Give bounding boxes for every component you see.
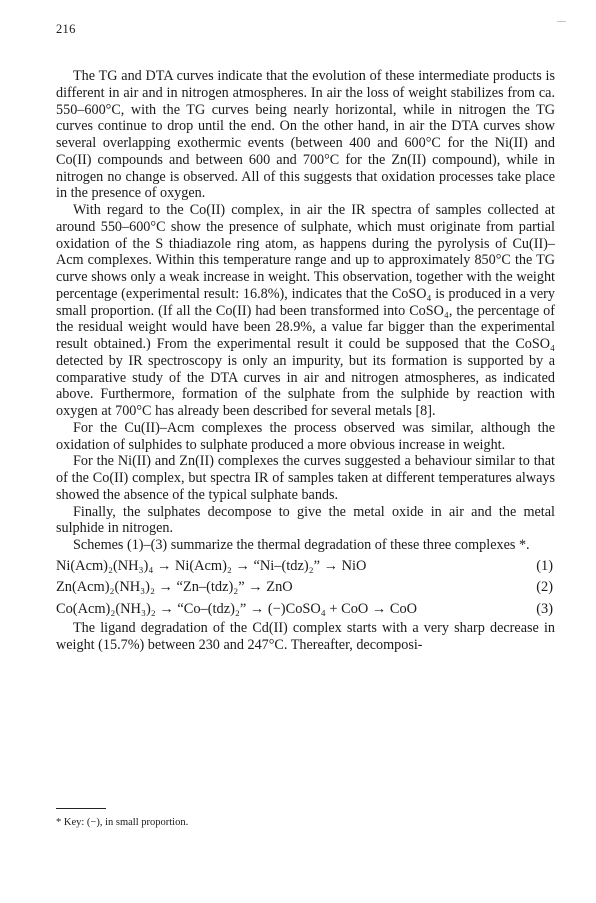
scheme-equation: Ni(Acm)₂(NH₃)₄ → Ni(Acm)₂ → “Ni–(tdz)₂” → NiO bbox=[56, 557, 367, 574]
scheme-number: (3) bbox=[536, 600, 553, 617]
paragraph-schemes-intro: Schemes (1)–(3) summarize the thermal degradation of these three complexes *. bbox=[73, 537, 530, 553]
scheme-1 bbox=[56, 556, 555, 578]
footnote-divider bbox=[56, 808, 106, 809]
scheme-number: (2) bbox=[536, 579, 553, 596]
paragraph-nickel-zinc: For the Ni(II) and Zn(II) complexes the curves suggested a behaviour similar to that of the Co(II) complex, but spectra IR of samples taken at different temperatures always showed the absence of the typical sulphate bands. bbox=[56, 453, 555, 503]
scheme-3 bbox=[56, 599, 555, 621]
scheme-number: (1) bbox=[536, 557, 553, 574]
paragraph-cobalt-complex: With regard to the Co(II) complex, in air the IR spectra of samples collected at around 550–600°C show the presence of sulphate, which must originate from partial oxidation of the S thiadiazole ring atom, as happens during the pyrolysis of Cu(II)–Acm complexes. Within this temperature range and up to approximately 850°C the TG curve shows only a weak increase in weight. This observation, together with the weight percentage (experimental result: 16.8%), indicates that the CoSO₄ is produced in a very small proportion. (If all the Co(II) had been transformed into CoSO₄, the percentage of the residual weight would have been 28.9%, a value far bigger than the experimental result obtained.) From the experimental result it could be supposed that the CoSO₄ detected by IR spectroscopy is only an impurity, but its formation is supported by a comparative study of the DTA curves in air and nitrogen atmospheres, as indicated above. Furthermore, formation of the sulphate from the sulphide by reaction with oxygen at 700°C has already been described for several metals [8]. bbox=[56, 202, 555, 419]
paragraph-copper-complexes: For the Cu(II)–Acm complexes the process observed was similar, although the oxidation of sulphides to sulphate produced a more obvious increase in weight. bbox=[56, 419, 555, 453]
schemes bbox=[56, 556, 555, 621]
scheme-equation: Zn(Acm)₂(NH₃)₂ → “Zn–(tdz)₂” → ZnO bbox=[56, 579, 293, 596]
corner-mark: — bbox=[557, 16, 566, 26]
body-text bbox=[56, 68, 555, 654]
scheme-2 bbox=[56, 577, 555, 599]
paragraph-sulphates: Finally, the sulphates decompose to give the metal oxide in air and the metal sulphide in nitrogen. bbox=[56, 503, 555, 537]
page-number: 216 bbox=[56, 22, 76, 36]
footnote: * Key: (−), in small proportion. bbox=[56, 817, 189, 828]
paragraph-cadmium-complex: The ligand degradation of the Cd(II) complex starts with a very sharp decrease in weight (15.7%) between 230 and 247°C. Thereafter, decomposi- bbox=[56, 620, 555, 653]
scheme-equation: Co(Acm)₂(NH₃)₂ → “Co–(tdz)₂” → (−)CoSO₄ + CoO → CoO bbox=[56, 600, 418, 617]
paragraph-tg-dta: The TG and DTA curves indicate that the evolution of these intermediate products is different in air and in nitrogen atmospheres. In air the loss of weight stabilizes from ca. 550–600°C, with the TG curves being nearly horizontal, while in nitrogen the TG curves continue to drop until the end. On the other hand, in air the DTA curves show several overlapping exothermic events (between 400 and 600°C for the Ni(II) and Co(II) compounds and between 600 and 700°C for the Zn(II) compound), while in nitrogen no change is observed. All of this suggests that oxidation processes take place in the presence of oxygen. bbox=[56, 68, 555, 202]
